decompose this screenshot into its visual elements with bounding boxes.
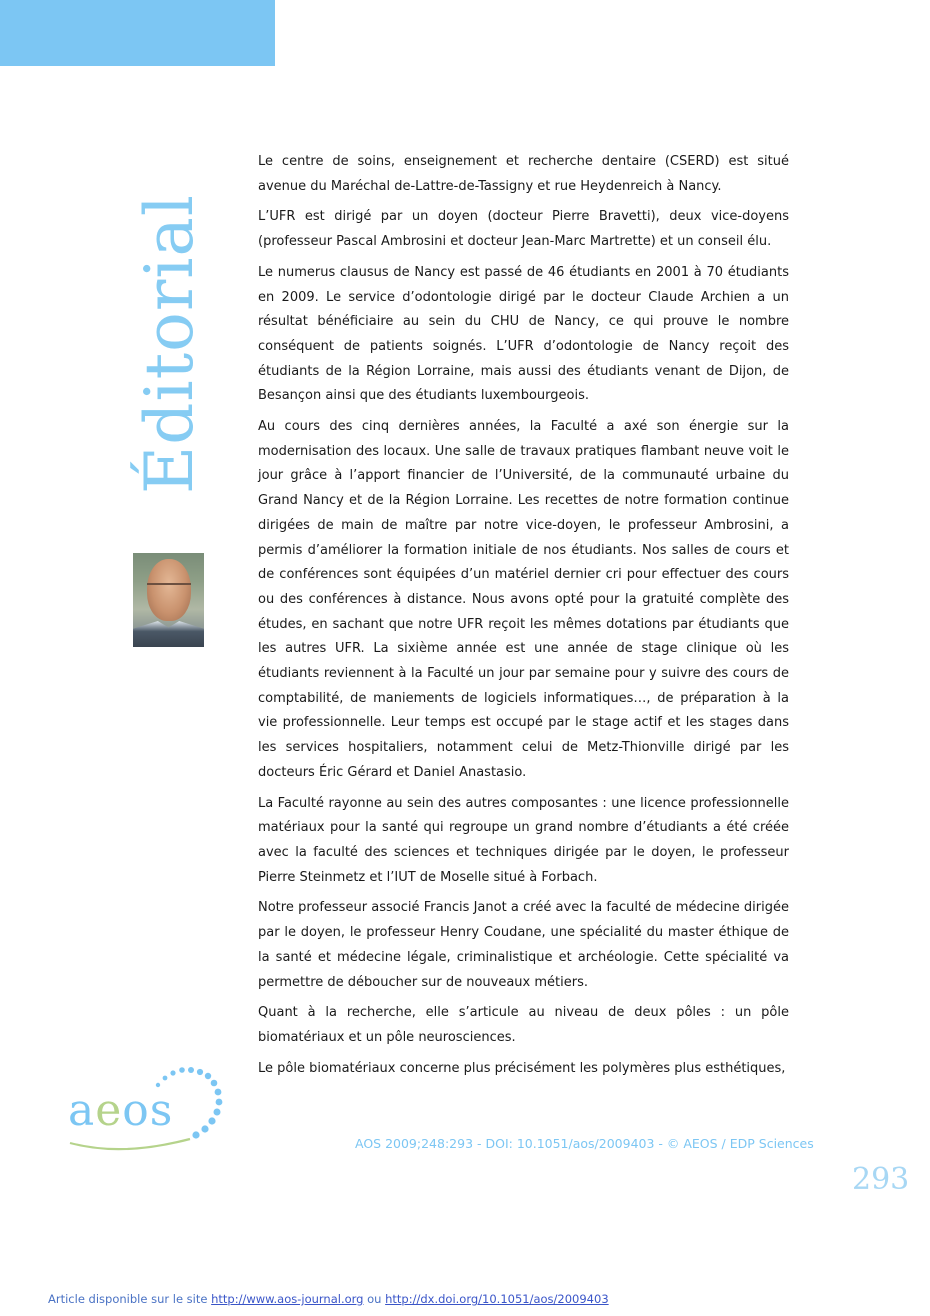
paragraph: Le numerus clausus de Nancy est passé de 46 étudiants en 2001 à 70 étudiants en 2009. Le service d’odontologie dirigé par le docteur Claude Archien a un résultat bénéficiaire au sein du CHU de Nancy, ce qui prouve le nombre conséquent de patients soignés. L’UFR d’odontologie de Nancy reçoit des étudiants de la Région Lorraine, mais aussi des étudiants venant de Dijon, de Besançon ainsi que des étudiants luxembourgeois. [258, 264, 789, 404]
header-color-block [0, 0, 275, 66]
portrait-shirt [133, 621, 204, 647]
footer-prefix: Article disponible sur le site [48, 1292, 212, 1306]
journal-site-link[interactable]: http://www.aos-journal.org [211, 1292, 364, 1306]
paragraph: La Faculté rayonne au sein des autres composantes : une licence professionnelle matériaux pour la santé qui regroupe un grand nombre d’étudiants a été créée avec la faculté des sciences et techniques dirigée par le doyen, le professeur Pierre Steinmetz et l’IUT de Moselle situé à Forbach. [258, 795, 789, 885]
paragraph: Quant à la recherche, elle s’articule au niveau de deux pôles : un pôle biomatériaux et un pôle neurosciences. [258, 1005, 789, 1045]
paragraph: Au cours des cinq dernières années, la Faculté a axé son énergie sur la modernisation des locaux. Une salle de travaux pratiques flambant neuve voit le jour grâce à l’apport financier de l’Université, de la communauté urbaine du Grand Nancy et de la Région Lorraine. Les recettes de notre formation continue dirigées de main de maître par notre vice-doyen, le professeur Ambrosini, a permis d’améliorer la formation initiale de nos étudiants. Nos salles de cours et de conférences sont équipées d’un matériel dernier cri pour effectuer des cours ou des conférences à distance. Nous avons opté pour la gratuité complète des études, en sachant que notre UFR reçoit les mêmes dotations par étudiants que les autres UFR. La sixième année est une année de stage clinique où les étudiants reviennent à la Faculté un jour par semaine pour y suivre des cours de comptabilité, de maniements de logiciels informatiques…, de préparation à la vie professionnelle. Leur temps est occupé par le stage actif et les stages dans les services hospitaliers, notamment celui de Metz-Thionville dirigé par les docteurs Éric Gérard et Daniel Anastasio. [258, 419, 789, 780]
logo-wordmark [68, 1085, 174, 1136]
footer-availability [48, 1292, 609, 1306]
logo-letter-e: e [95, 1085, 123, 1136]
logo-letter-a: a [68, 1085, 96, 1136]
logo-letters-os: os [122, 1085, 174, 1136]
paragraph: Notre professeur associé Francis Janot a créé avec la faculté de médecine dirigée par le doyen, le professeur Henry Coudane, une spécialité du master éthique de la santé et médecine légale, criminalistique et archéologie. Cette spécialité va permettre de déboucher sur de nouveaux métiers. [258, 900, 789, 990]
author-portrait [133, 553, 204, 647]
portrait-glasses [147, 583, 191, 594]
paragraph: Le pôle biomatériaux concerne plus précisément les polymères plus esthétiques, [258, 1060, 786, 1076]
article-body [258, 150, 789, 1087]
aeos-logo [62, 1065, 232, 1155]
paragraph: L’UFR est dirigé par un doyen (docteur Pierre Bravetti), deux vice-doyens (professeur Pascal Ambrosini et docteur Jean-Marc Martrette) et un conseil élu. [258, 209, 789, 250]
doi-link[interactable]: http://dx.doi.org/10.1051/aos/2009403 [385, 1292, 609, 1306]
section-title: Éditorial [131, 194, 208, 494]
footer-middle: ou [363, 1292, 386, 1306]
paragraph: Le centre de soins, enseignement et recherche dentaire (CSERD) est situé avenue du Maréchal de-Lattre-de-Tassigny et rue Heydenreich à Nancy. [258, 154, 789, 194]
citation-line: AOS 2009;248:293 - DOI: 10.1051/aos/2009403 - © AEOS / EDP Sciences [355, 1136, 814, 1151]
page-number: 293 [852, 1162, 910, 1197]
